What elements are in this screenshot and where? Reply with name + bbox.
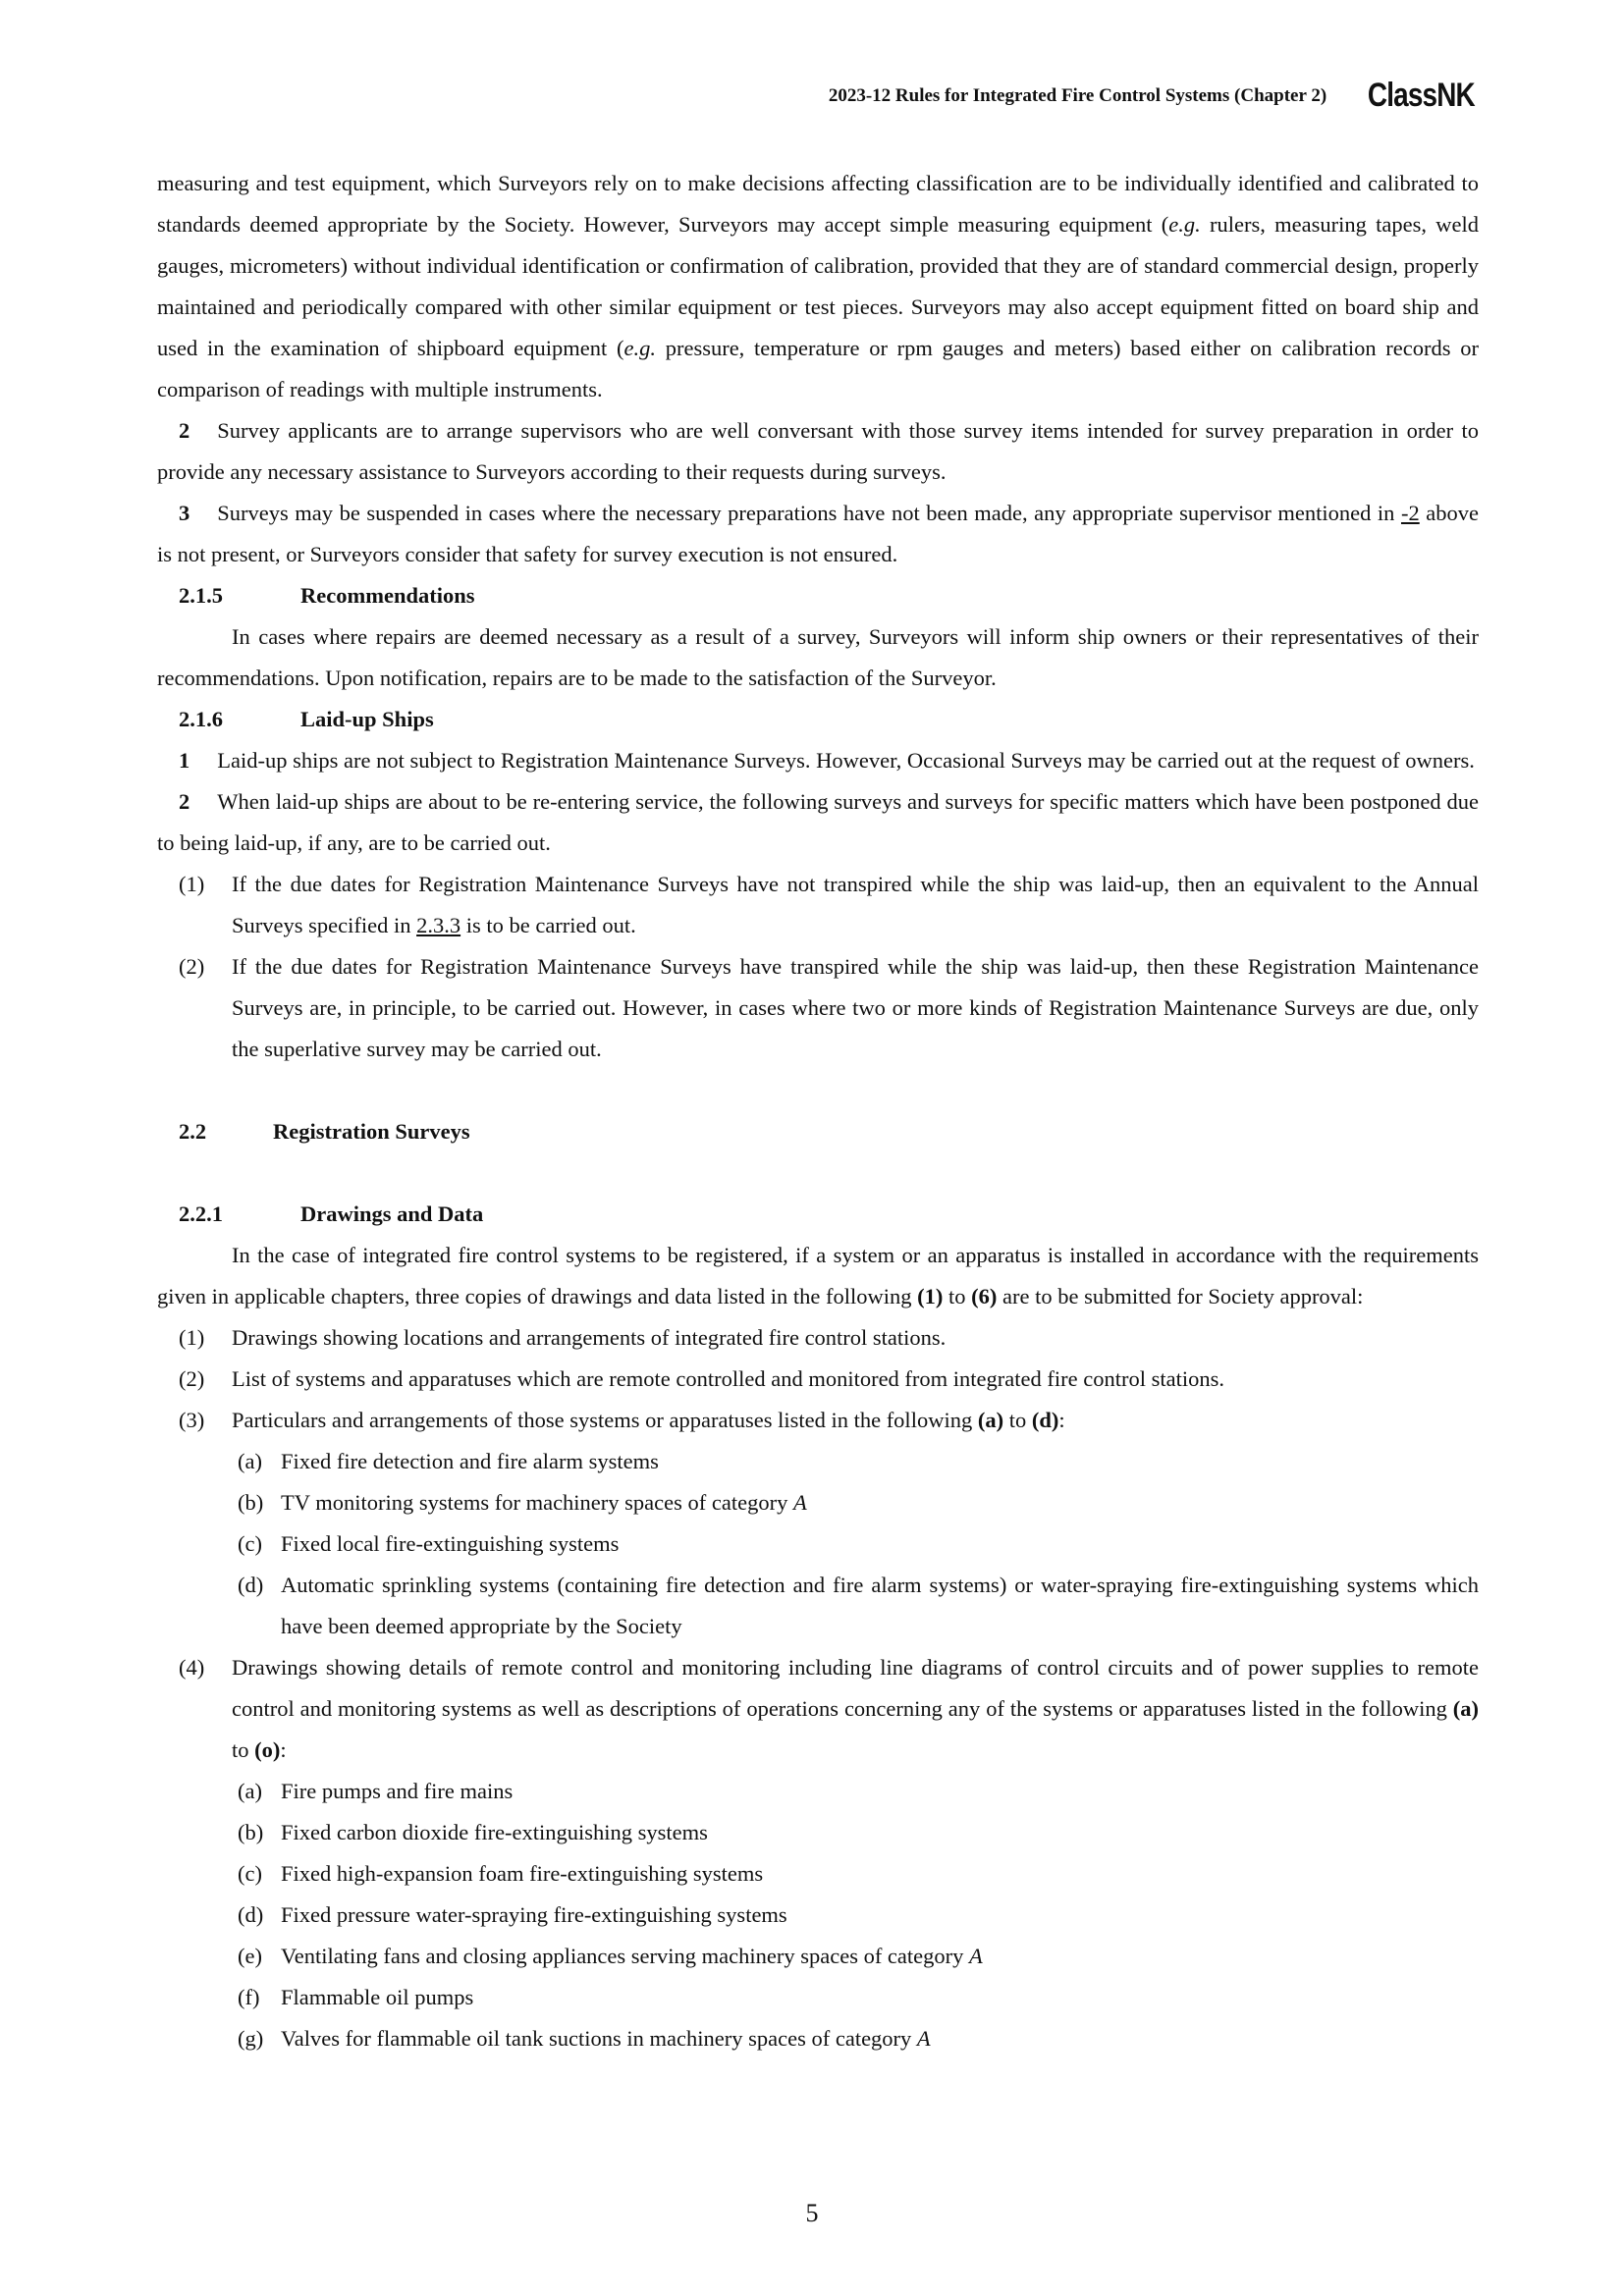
drawings-item-4-text-2: to <box>232 1737 255 1762</box>
drawings-item-1 <box>157 1317 1479 1359</box>
laid-up-paragraph-1-text: Laid-up ships are not subject to Registration Maintenance Surveys. However, Occasional Surveys may be carried out at the request of owners. <box>217 748 1475 773</box>
drawings-item-3 <box>157 1400 1479 1441</box>
drawings-item-4f <box>157 1977 1479 2018</box>
section-number: 2.1.5 <box>179 583 223 608</box>
sub-item-text: Fixed fire detection and fire alarm systems <box>281 1449 659 1473</box>
drawings-item-3-ref-1: (a) <box>977 1408 1004 1432</box>
drawings-item-4 <box>157 1647 1479 1771</box>
drawings-intro-text-1: In the case of integrated fire control systems to be registered, if a system or an apparatus is installed in accordance with the requirements given in applicable chapters, three copies of drawings and data listed in the following <box>157 1243 1479 1308</box>
paragraph-3-text-2: above is not present, or Surveyors consider that safety for survey execution is not ensured. <box>157 501 1479 566</box>
item-label: (2) <box>179 1366 205 1391</box>
page-number: 5 <box>805 2199 819 2227</box>
drawings-item-4d <box>157 1895 1479 1936</box>
sub-item-text: Fixed pressure water-spraying fire-extinguishing systems <box>281 1902 787 1927</box>
laid-up-item-1-text-1: If the due dates for Registration Maintenance Surveys have not transpired while the ship was laid-up, then an equivalent to the Annual Surveys specified in <box>232 872 1479 937</box>
sub-item-text: TV monitoring systems for machinery spaces of category <box>281 1490 793 1515</box>
sub-item-label: (d) <box>238 1902 264 1927</box>
sub-item-label: (a) <box>238 1779 262 1803</box>
drawings-item-3-text-2: to <box>1003 1408 1032 1432</box>
item-label: (4) <box>179 1655 205 1680</box>
sub-item-text: Fire pumps and fire mains <box>281 1779 514 1803</box>
sub-item-text: Fixed local fire-extinguishing systems <box>281 1531 620 1556</box>
laid-up-item-1-text-2: is to be carried out. <box>460 913 636 937</box>
paragraph-number: 1 <box>179 748 190 773</box>
paragraph-3-text-1: Surveys may be suspended in cases where the necessary preparations have not been made, any appropriate supervisor mentioned in <box>217 501 1401 525</box>
drawings-item-3-text-1: Particulars and arrangements of those systems or apparatuses listed in the following <box>232 1408 978 1432</box>
drawings-item-3d <box>157 1565 1479 1647</box>
laid-up-item-1 <box>157 864 1479 946</box>
paragraph-number: 3 <box>179 501 190 525</box>
sub-item-label: (f) <box>238 1985 260 2009</box>
drawings-item-4-ref-2: (o) <box>254 1737 281 1762</box>
item-label: (1) <box>179 1325 205 1350</box>
sub-item-label: (d) <box>238 1573 264 1597</box>
page-content <box>157 163 1479 2059</box>
sub-item-label: (c) <box>238 1861 262 1886</box>
sub-item-text: Flammable oil pumps <box>281 1985 474 2009</box>
section-title: Laid-up Ships <box>300 707 434 731</box>
category-letter: A <box>916 2026 931 2051</box>
drawings-item-4b <box>157 1812 1479 1853</box>
sub-item-text: Ventilating fans and closing appliances serving machinery spaces of category <box>281 1944 970 1968</box>
header-title: 2023-12 Rules for Integrated Fire Control Systems (Chapter 2) <box>828 84 1327 106</box>
drawings-intro-text-2: to <box>943 1284 972 1308</box>
intro-eg-2: e.g. <box>623 336 656 360</box>
laid-up-item-2 <box>157 946 1479 1070</box>
laid-up-paragraph-2-text: When laid-up ships are about to be re-entering service, the following surveys and surveys for specific matters which have been postponed due to being laid-up, if any, are to be carried out. <box>157 789 1479 855</box>
drawings-item-3b <box>157 1482 1479 1523</box>
paragraph-2-text: Survey applicants are to arrange supervisors who are well conversant with those survey items intended for survey preparation in order to provide any necessary assistance to Surveyors according to their requests during surveys. <box>157 418 1479 484</box>
intro-text-2: rulers, measuring tapes, weld gauges, micrometers) without individual identification or confirmation of calibration, provided that they are of standard commercial design, properly maintained and periodically compared with other similar equipment or test pieces. Surveyors may also accept equipment fitted on board ship and used in the examination of shipboard equipment ( <box>157 212 1479 360</box>
cross-reference-link[interactable]: 2.3.3 <box>416 913 461 937</box>
drawings-item-4c <box>157 1853 1479 1895</box>
section-number: 2.1.6 <box>179 707 223 731</box>
item-label: (1) <box>179 872 205 896</box>
laid-up-item-2-text: If the due dates for Registration Maintenance Surveys have transpired while the ship was laid-up, then these Registration Maintenance Surveys are, in principle, to be carried out. However, in cases where two or more kinds of Registration Maintenance Surveys are due, only the superlative survey may be carried out. <box>232 954 1479 1061</box>
intro-eg-1: e.g. <box>1168 212 1201 237</box>
sub-item-label: (b) <box>238 1490 264 1515</box>
drawings-item-4a <box>157 1771 1479 1812</box>
drawings-item-4g <box>157 2018 1479 2059</box>
recommendations-paragraph: In cases where repairs are deemed necessary as a result of a survey, Surveyors will inform ship owners or their representatives of their recommendations. Upon notification, repairs are to be made to the satisfaction of the Surveyor. <box>157 624 1479 690</box>
section-title: Drawings and Data <box>300 1201 484 1226</box>
sub-item-label: (b) <box>238 1820 264 1844</box>
section-number: 2.2.1 <box>179 1201 223 1226</box>
drawings-intro-text-3: are to be submitted for Society approval: <box>997 1284 1364 1308</box>
paragraph-number: 2 <box>179 418 190 443</box>
sub-item-text: Fixed high-expansion foam fire-extinguishing systems <box>281 1861 764 1886</box>
section-heading-2-1-6 <box>157 699 1479 740</box>
intro-text-1: measuring and test equipment, which Surveyors rely on to make decisions affecting classification are to be individually identified and calibrated to standards deemed appropriate by the Society. However, Surveyors may accept simple measuring equipment ( <box>157 171 1479 237</box>
drawings-item-3-text-3: : <box>1058 1408 1065 1432</box>
section-heading-2-2-1 <box>157 1194 1479 1235</box>
category-letter: A <box>792 1490 807 1515</box>
item-label: (3) <box>179 1408 205 1432</box>
sub-item-label: (a) <box>238 1449 262 1473</box>
drawings-item-3c <box>157 1523 1479 1565</box>
drawings-item-2-text: List of systems and apparatuses which are remote controlled and monitored from integrated fire control stations. <box>232 1366 1224 1391</box>
drawings-intro-ref-2: (6) <box>971 1284 998 1308</box>
laid-up-paragraph-2 <box>157 781 1479 864</box>
section-number: 2.2 <box>179 1119 207 1144</box>
cross-reference-link[interactable]: -2 <box>1400 501 1420 525</box>
drawings-item-3-ref-2: (d) <box>1031 1408 1059 1432</box>
drawings-item-3a <box>157 1441 1479 1482</box>
paragraph-2 <box>157 410 1479 493</box>
section-heading-2-2 <box>157 1111 1479 1152</box>
drawings-intro-ref-1: (1) <box>917 1284 944 1308</box>
section-title: Recommendations <box>300 583 475 608</box>
drawings-intro-paragraph <box>157 1235 1479 1317</box>
drawings-item-4-text-3: : <box>280 1737 287 1762</box>
category-letter: A <box>969 1944 983 1968</box>
sub-item-text: Fixed carbon dioxide fire-extinguishing systems <box>281 1820 708 1844</box>
page-header <box>0 77 1475 115</box>
paragraph-3 <box>157 493 1479 575</box>
drawings-item-4e <box>157 1936 1479 1977</box>
sub-item-text: Valves for flammable oil tank suctions in machinery spaces of category <box>281 2026 917 2051</box>
sub-item-label: (g) <box>238 2026 264 2051</box>
laid-up-paragraph-1 <box>157 740 1479 781</box>
paragraph-number: 2 <box>179 789 190 814</box>
drawings-item-2 <box>157 1359 1479 1400</box>
drawings-item-4-text-1: Drawings showing details of remote control and monitoring including line diagrams of control circuits and of power supplies to remote control and monitoring systems as well as descriptions of operations concerning any of the systems or apparatuses listed in the following <box>232 1655 1479 1721</box>
drawings-item-4-ref-1: (a) <box>1452 1696 1479 1721</box>
sub-item-label: (e) <box>238 1944 262 1968</box>
intro-paragraph <box>157 163 1479 410</box>
classnk-logo: ClassNK <box>1368 77 1475 114</box>
item-label: (2) <box>179 954 205 979</box>
sub-item-label: (c) <box>238 1531 262 1556</box>
section-heading-2-1-5 <box>157 575 1479 616</box>
sub-item-text: Automatic sprinkling systems (containing fire detection and fire alarm systems) or water-spraying fire-extinguishing systems which have been deemed appropriate by the Society <box>281 1573 1479 1638</box>
section-title: Registration Surveys <box>273 1119 470 1144</box>
intro-text-3: pressure, temperature or rpm gauges and meters) based either on calibration records or comparison of readings with multiple instruments. <box>157 336 1479 401</box>
drawings-item-1-text: Drawings showing locations and arrangements of integrated fire control stations. <box>232 1325 947 1350</box>
